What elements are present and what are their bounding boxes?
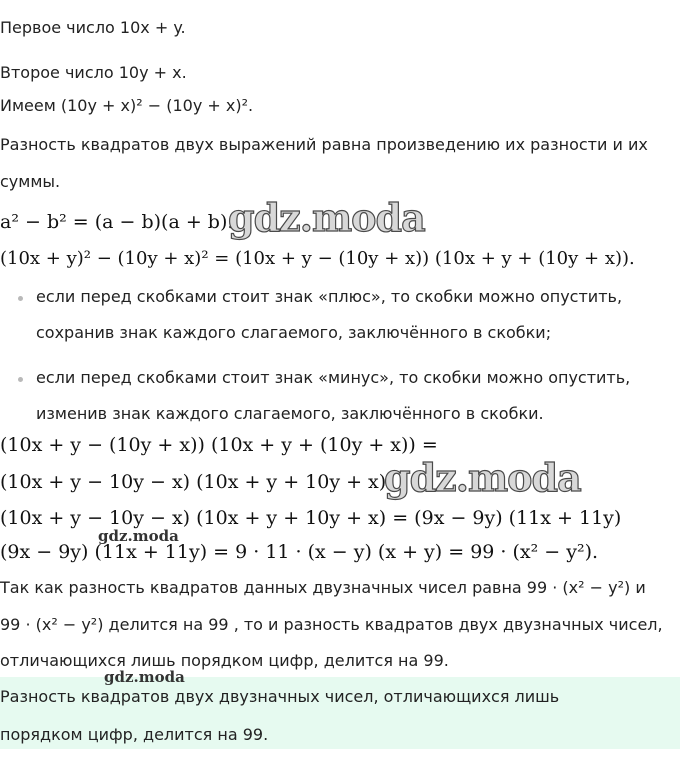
bullet-minus-rule-cont: изменив знак каждого слагаемого, заключённого в скобки.	[36, 404, 544, 423]
bullet-plus-rule-cont: сохранив знак каждого слагаемого, заключённого в скобки;	[36, 323, 552, 342]
formula-expansion: (10x + y)² − (10y + x)² = (10x + y − (10y + x)) (10x + y + (10y + x)).	[0, 248, 635, 269]
formula-step-2: (10x + y − 10y − x) (10x + y + 10y + x).	[0, 471, 393, 493]
formula-step-3: (10x + y − 10y − x) (10x + y + 10y + x) = (9x − 9y) (11x + 11y)	[0, 507, 622, 529]
bullet-minus-rule: если перед скобками стоит знак «минус», то скобки можно опустить,	[36, 368, 631, 387]
watermark-logo-small: gdz.moda	[104, 668, 185, 686]
line-we-have: Имеем (10y + x)² − (10y + x)².	[0, 96, 254, 115]
bullet-dot	[18, 296, 23, 301]
bullet-plus-rule: если перед скобками стоит знак «плюс», то скобки можно опустить,	[36, 287, 623, 306]
line-difference-rule: Разность квадратов двух выражений равна произведению их разности и их	[0, 135, 648, 154]
line-conclusion-1: Так как разность квадратов данных двузначных чисел равна 99 · (x² − y²) и	[0, 578, 646, 597]
formula-difference-of-squares: a² − b² = (a − b)(a + b).	[0, 211, 234, 233]
answer-line-1: Разность квадратов двух двузначных чисел, отличающихся лишь	[0, 687, 560, 706]
watermark-logo: gdz.moda	[384, 455, 581, 500]
line-difference-rule-cont: суммы.	[0, 172, 61, 191]
line-second-number: Второе число 10y + x.	[0, 63, 187, 82]
formula-step-1: (10x + y − (10y + x)) (10x + y + (10y + x)) =	[0, 434, 438, 456]
bullet-dot	[18, 377, 23, 382]
formula-step-4: (9x − 9y) (11x + 11y) = 9 · 11 · (x − y) (x + y) = 99 · (x² − y²).	[0, 541, 599, 563]
line-conclusion-2: 99 · (x² − y²) делится на 99 , то и разность квадратов двух двузначных чисел,	[0, 615, 663, 634]
watermark-logo: gdz.moda	[228, 195, 425, 240]
watermark-logo-small: gdz.moda	[98, 527, 179, 545]
line-conclusion-3: отличающихся лишь порядком цифр, делится на 99.	[0, 651, 449, 670]
answer-line-2: порядком цифр, делится на 99.	[0, 725, 269, 744]
line-first-number: Первое число 10x + y.	[0, 18, 186, 37]
